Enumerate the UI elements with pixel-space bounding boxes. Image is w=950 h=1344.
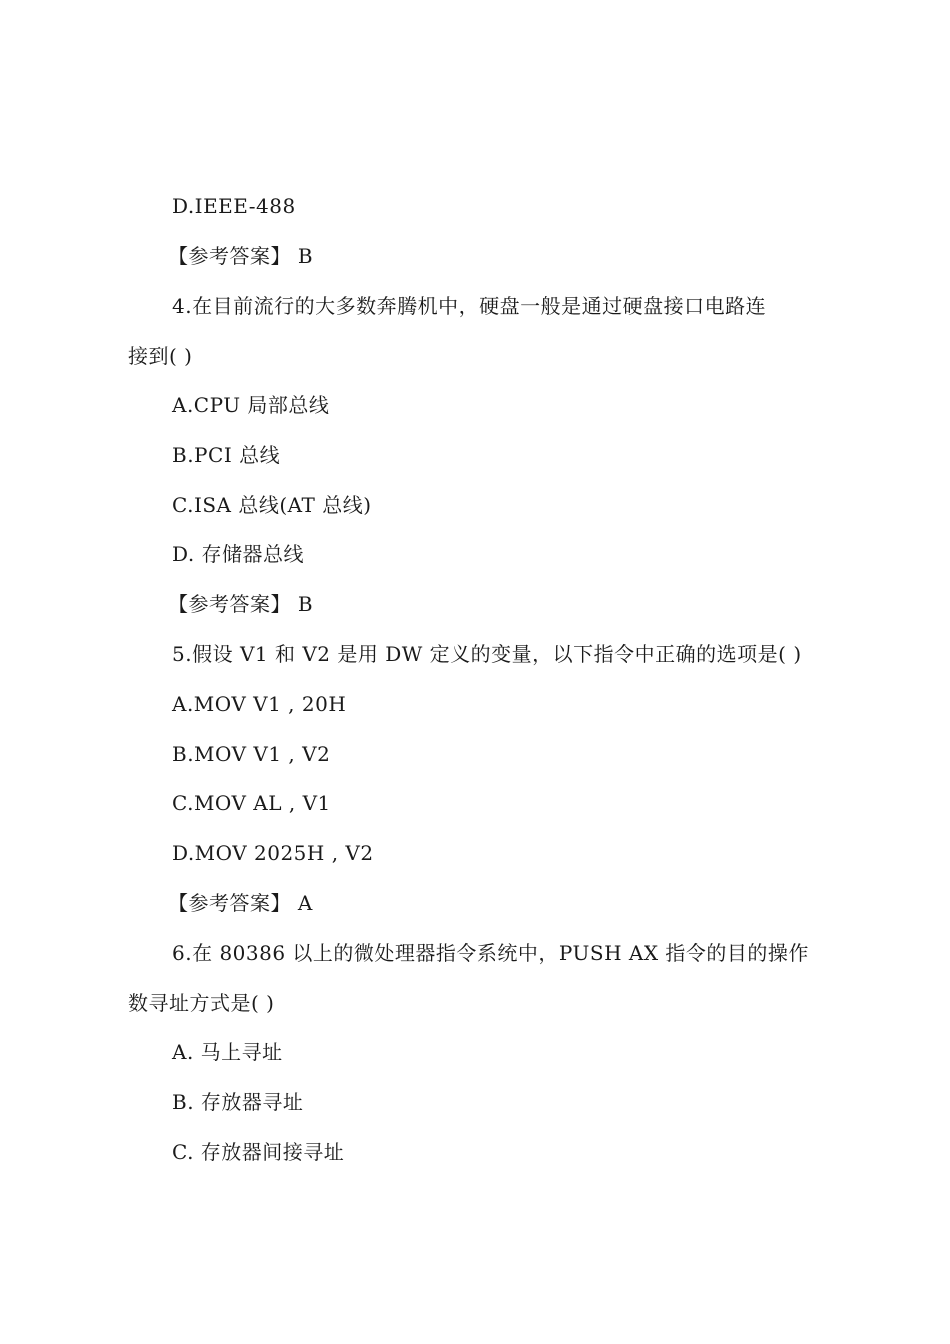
option-b-q5: B.MOV V1 , V2 (172, 742, 331, 766)
option-c-q4: C.ISA 总线(AT 总线) (172, 493, 372, 517)
option-b-q6: B. 存放器寻址 (172, 1090, 304, 1114)
option-d-q3: D.IEEE-488 (172, 194, 296, 218)
answer-q3: 【参考答案】 B (168, 244, 314, 268)
option-a-q5: A.MOV V1 , 20H (172, 692, 347, 716)
option-a-q4: A.CPU 局部总线 (172, 393, 330, 417)
option-d-q4: D. 存储器总线 (172, 542, 305, 566)
option-d-q5: D.MOV 2025H , V2 (172, 841, 374, 865)
question-4-text: 4.在目前流行的大多数奔腾机中，硬盘一般是通过硬盘接口电路连 (172, 294, 767, 318)
question-6-text-cont: 数寻址方式是( ) (128, 991, 275, 1015)
question-6-text: 6.在 80386 以上的微处理器指令系统中，PUSH AX 指令的目的操作 (172, 941, 809, 965)
option-c-q5: C.MOV AL , V1 (172, 791, 331, 815)
option-b-q4: B.PCI 总线 (172, 443, 281, 467)
option-a-q6: A. 马上寻址 (172, 1040, 283, 1064)
question-5-text: 5.假设 V1 和 V2 是用 DW 定义的变量，以下指令中正确的选项是( ) (172, 642, 802, 666)
answer-q5: 【参考答案】 A (168, 891, 313, 915)
option-c-q6: C. 存放器间接寻址 (172, 1140, 345, 1164)
question-4-text-cont: 接到( ) (128, 344, 193, 368)
answer-q4: 【参考答案】 B (168, 592, 314, 616)
